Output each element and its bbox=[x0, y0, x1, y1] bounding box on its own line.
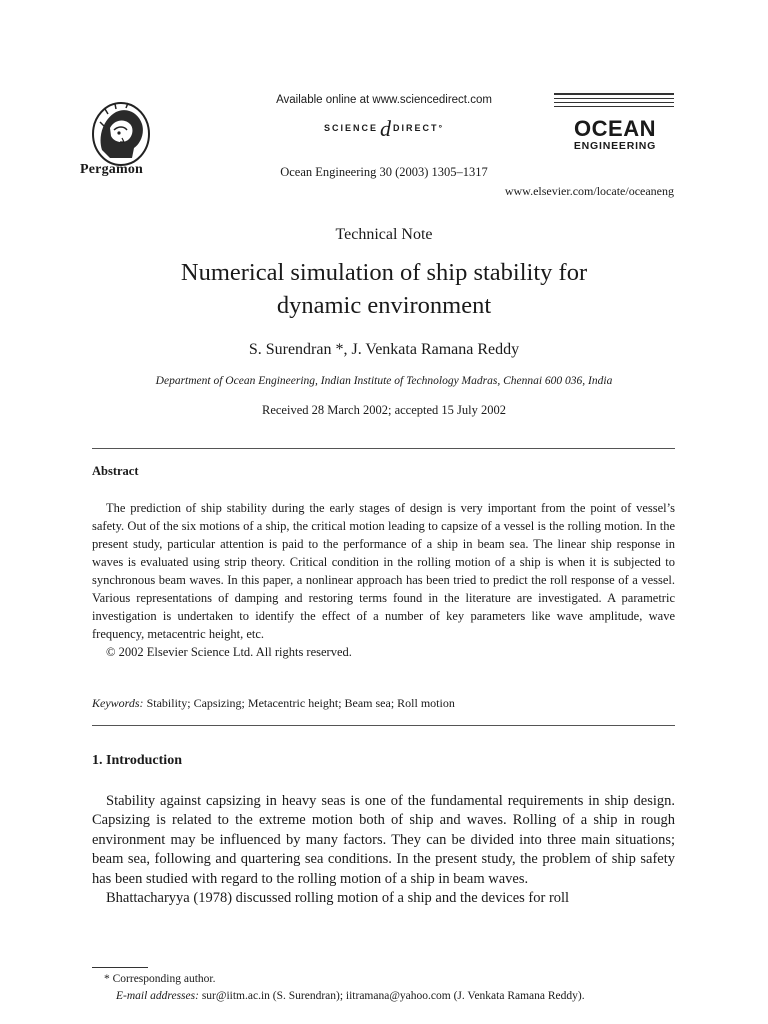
intro-paragraph-1: Stability against capsizing in heavy seas is one of the fundamental requirements in ship design. Capsizing is related to the extreme motion both of ship and waves. Rolling of a ship in rough environment may be influenced by many factors. They can be divided into three main situations; beam sea, following and quartering sea conditions. In the present study, the problem of ship safety has been studied with regard to the rolling motion of a ship in beam waves. bbox=[92, 793, 675, 887]
title-line-2: dynamic environment bbox=[276, 292, 492, 319]
footnote-rule bbox=[92, 967, 148, 968]
title-line-1: Numerical simulation of ship stability for bbox=[180, 259, 588, 286]
sd-mark: d bbox=[379, 116, 391, 141]
copyright-line: © 2002 Elsevier Science Ltd. All rights reserved. bbox=[106, 645, 352, 659]
affiliation: Department of Ocean Engineering, Indian Institute of Technology Madras, Chennai 600 036, India bbox=[155, 375, 613, 387]
sd-right-text: DIRECT° bbox=[392, 123, 445, 133]
email-addresses[interactable]: sur@iitm.ac.in (S. Surendran); iitramana@yahoo.com (J. Venkata Ramana Reddy). bbox=[201, 990, 585, 1002]
journal-rule bbox=[554, 106, 674, 107]
email-label: E-mail addresses: bbox=[116, 990, 199, 1002]
sd-left-text: SCIENCE bbox=[323, 123, 378, 133]
article-title bbox=[90, 256, 678, 322]
footnote-corresponding: * Corresponding author. bbox=[104, 973, 216, 985]
journal-rule bbox=[554, 93, 674, 95]
intro-paragraph-2: Bhattacharyya (1978) discussed rolling motion of a ship and the devices for roll bbox=[106, 890, 570, 907]
journal-name-line2: ENGINEERING bbox=[573, 140, 657, 152]
journal-logo-rules bbox=[554, 93, 674, 110]
keywords bbox=[92, 696, 455, 711]
authors: S. Surendran *, J. Venkata Ramana Reddy bbox=[248, 341, 520, 358]
introduction-body bbox=[92, 792, 675, 908]
abstract-heading: Abstract bbox=[92, 464, 139, 478]
publisher-name: Pergamon bbox=[80, 162, 144, 177]
article-type: Technical Note bbox=[335, 226, 433, 243]
available-online-text: Available online at www.sciencedirect.com bbox=[276, 94, 492, 106]
received-dates: Received 28 March 2002; accepted 15 July 2002 bbox=[261, 403, 507, 417]
journal-logo bbox=[554, 118, 676, 152]
section-heading: 1. Introduction bbox=[92, 753, 182, 768]
keywords-label: Keywords: bbox=[92, 696, 144, 710]
journal-rule bbox=[554, 98, 674, 99]
footnote-emails bbox=[116, 990, 585, 1002]
divider bbox=[92, 725, 675, 726]
divider bbox=[92, 448, 675, 449]
journal-url[interactable]: www.elsevier.com/locate/oceaneng bbox=[504, 184, 674, 198]
abstract-paragraph: The prediction of ship stability during the early stages of design is very important from the point of vessel’s safety. Out of the six motions of a ship, the critical motion leading to capsize of a vessel is the rolling motion. In the present study, particular attention is paid to the performance of a ship in beam sea. The linear ship response in waves is evaluated using strip theory. Critical condition in the rolling motion of a ship is when it is subjected to synchronous beam waves. In this paper, a nonlinear approach has been tried to predict the roll response of a vessel. Various representations of damping and restoring terms found in the literature are investigated. A parametric investigation is undertaken to identify the effect of a number of key parameters like wave amplitude, wave frequency, metacentric height, etc. bbox=[92, 501, 675, 641]
journal-name-line1: OCEAN bbox=[574, 116, 656, 141]
abstract-body bbox=[92, 499, 675, 661]
keywords-list: Stability; Capsizing; Metacentric height; Beam sea; Roll motion bbox=[146, 696, 455, 710]
journal-citation: Ocean Engineering 30 (2003) 1305–1317 bbox=[280, 165, 488, 179]
journal-rule bbox=[554, 102, 674, 103]
